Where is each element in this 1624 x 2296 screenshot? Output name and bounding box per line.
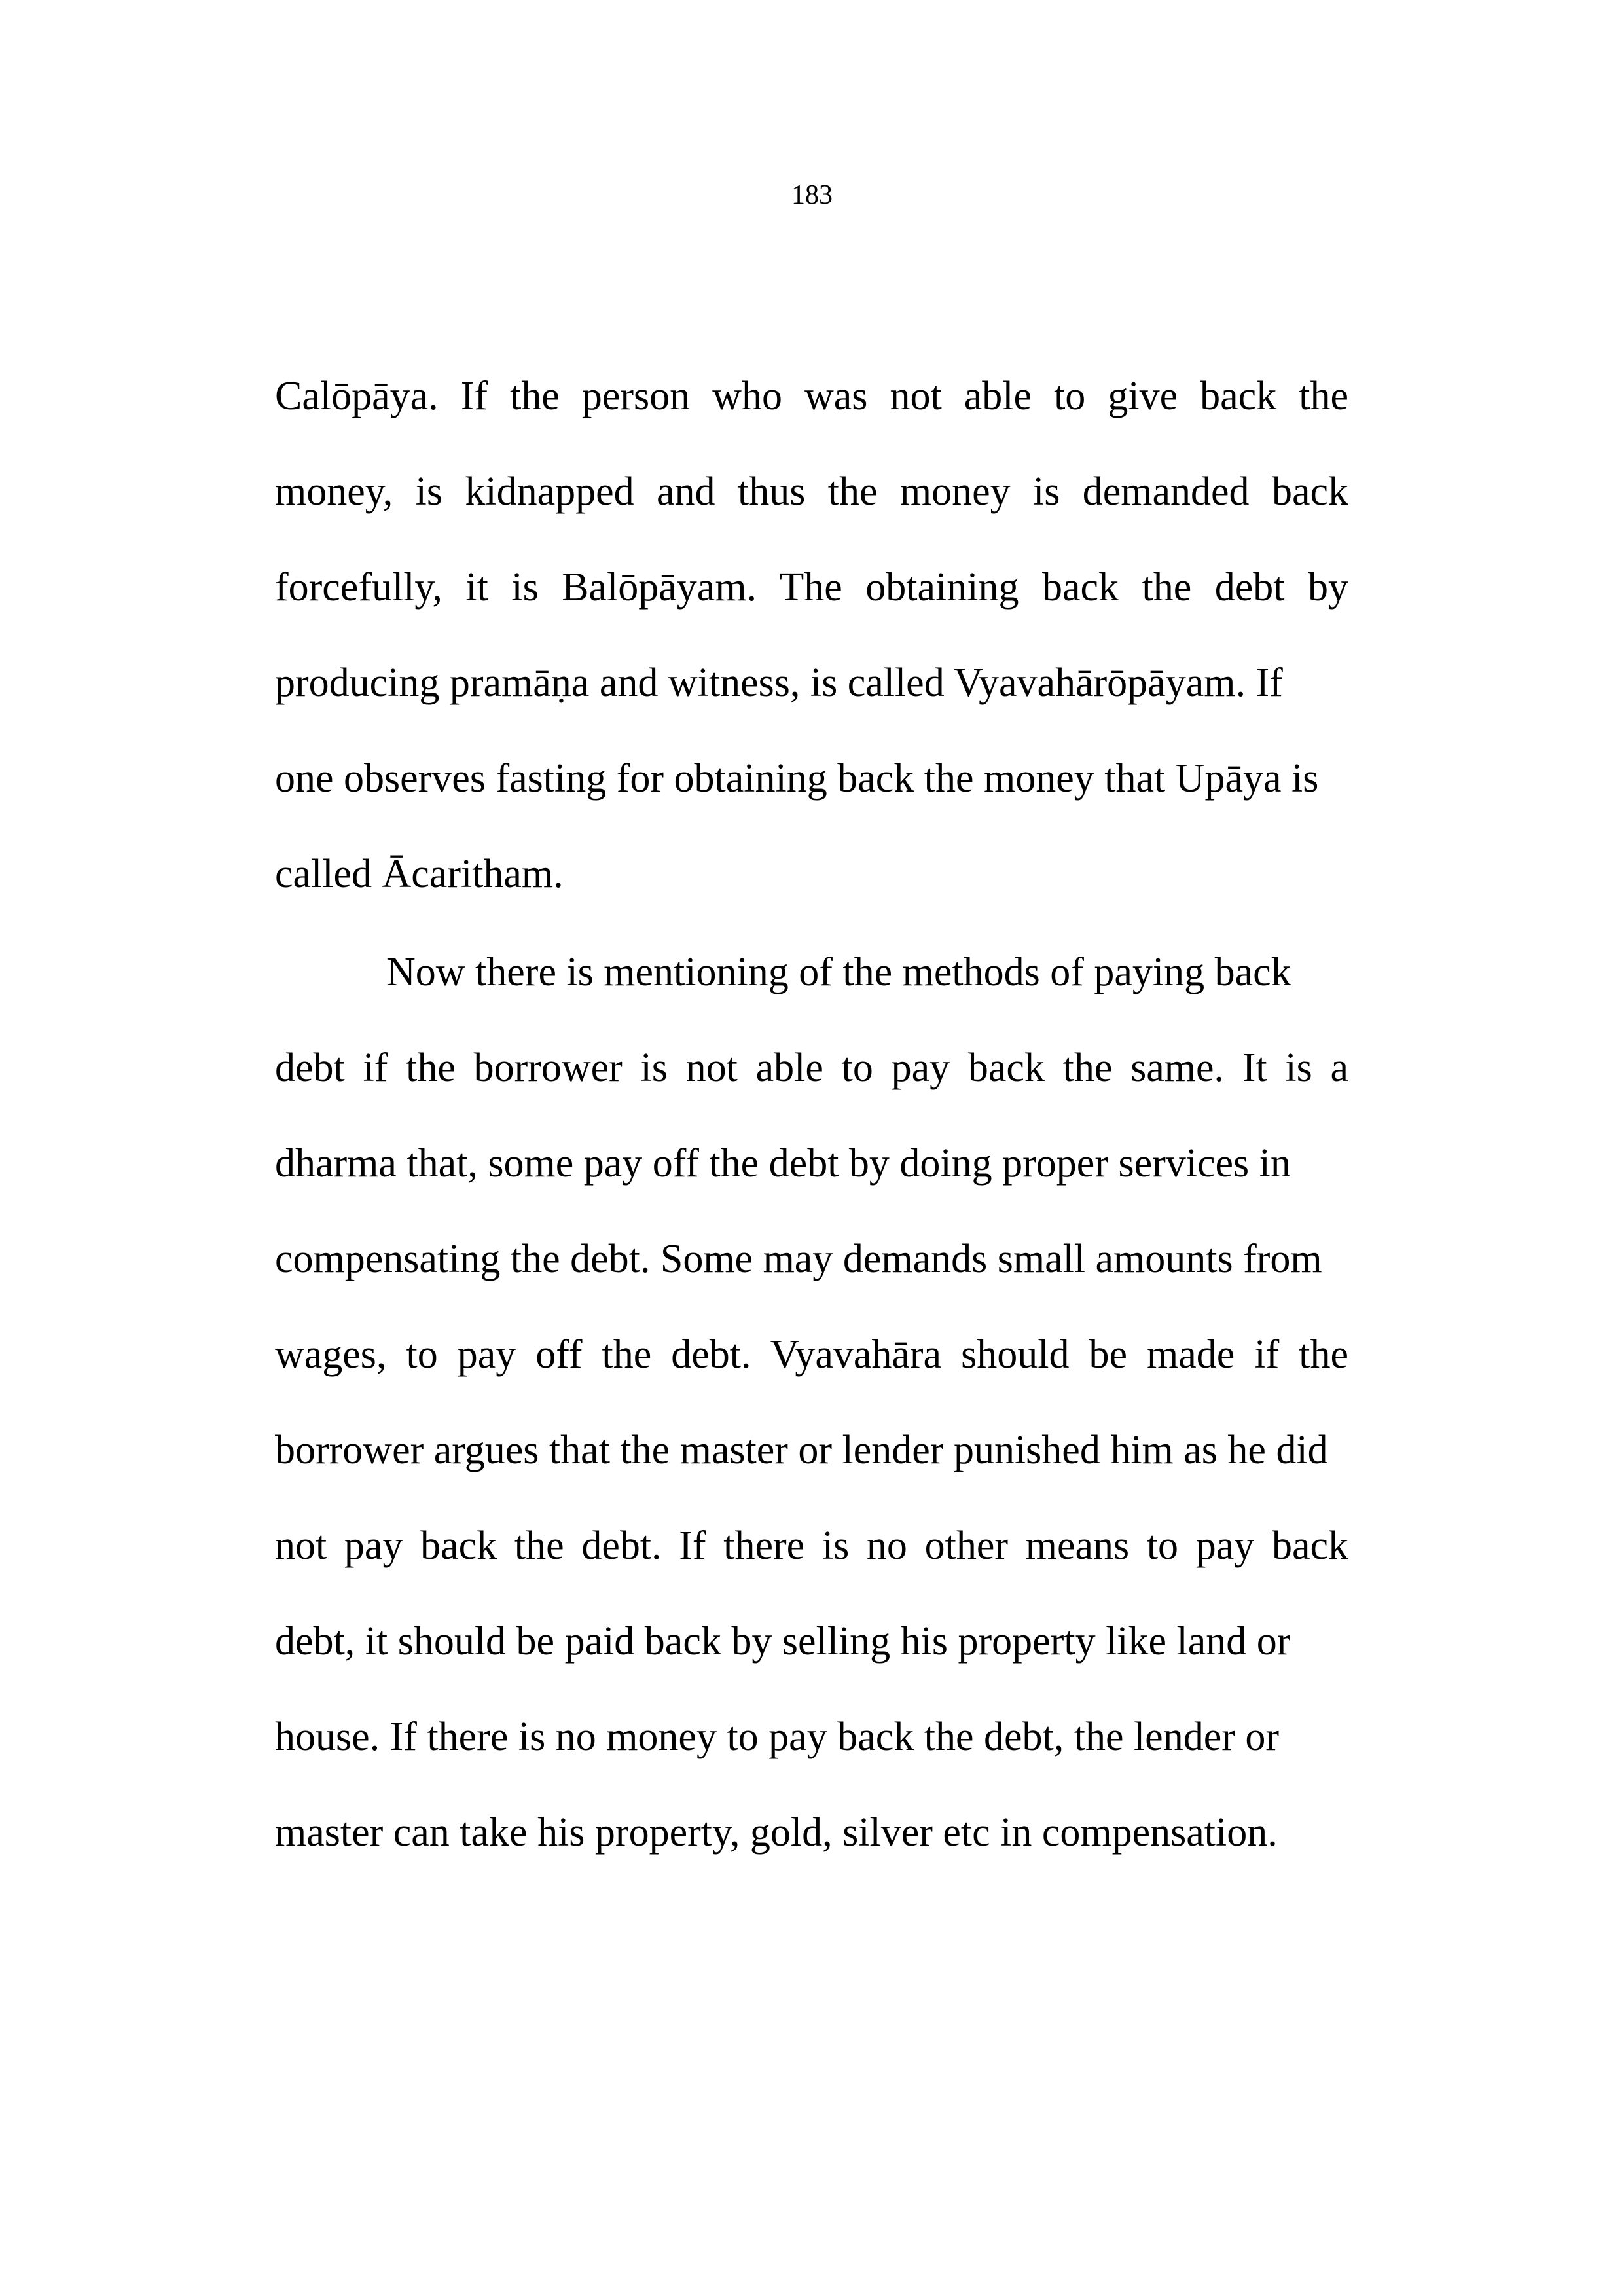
text-line: compensating the debt. Some may demands small amounts from — [275, 1237, 1322, 1281]
text-line: money, is kidnapped and thus the money is demanded back — [275, 469, 1348, 514]
text-line: not pay back the debt. If there is no other means to pay back — [275, 1523, 1348, 1568]
text-line: wages, to pay off the debt. Vyavahāra should be made if the — [275, 1332, 1348, 1377]
text-line: called Ācaritham. — [275, 852, 564, 896]
paragraph-2 — [275, 943, 1348, 1899]
text-line: debt, it should be paid back by selling his property like land or — [275, 1619, 1291, 1664]
text-line: producing pramāṇa and witness, is called Vyavahārōpāyam. If — [275, 661, 1283, 705]
body-text — [275, 367, 1348, 1899]
text-line: master can take his property, gold, silver etc in compensation. — [275, 1810, 1278, 1855]
paragraph-1 — [275, 367, 1348, 940]
text-line: debt if the borrower is not able to pay back the same. It is a — [275, 1046, 1348, 1090]
text-line: Calōpāya. If the person who was not able to give back the — [275, 374, 1348, 418]
text-line: house. If there is no money to pay back the debt, the lender or — [275, 1715, 1280, 1759]
page-number: 183 — [791, 180, 833, 210]
text-line: dharma that, some pay off the debt by doing proper services in — [275, 1141, 1291, 1186]
text-line: borrower argues that the master or lender punished him as he did — [275, 1428, 1328, 1472]
text-line: forcefully, it is Balōpāyam. The obtaining back the debt by — [275, 565, 1348, 610]
text-line: one observes fasting for obtaining back the money that Upāya is — [275, 756, 1319, 801]
text-line: Now there is mentioning of the methods of paying back — [386, 950, 1291, 994]
